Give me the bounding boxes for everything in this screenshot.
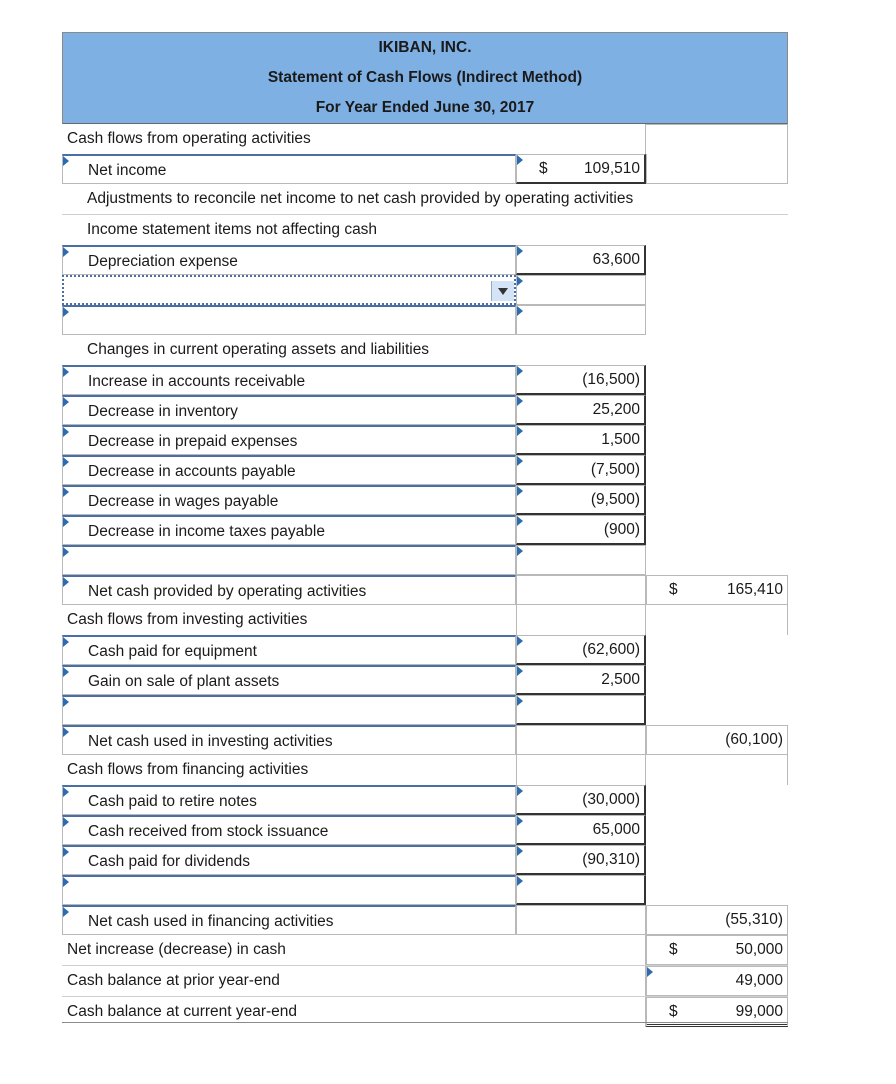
- noncash-row: [62, 215, 788, 245]
- financing-row: [62, 815, 788, 845]
- input-marker-icon: [63, 487, 69, 497]
- investing-total-input[interactable]: (60,100): [646, 725, 788, 755]
- input-marker-icon: [63, 787, 69, 797]
- net-change-label: Net increase (decrease) in cash: [67, 941, 286, 958]
- input-marker-icon: [517, 846, 523, 856]
- input-marker-icon: [517, 366, 523, 376]
- change-label[interactable]: Decrease in prepaid expenses: [62, 425, 516, 455]
- change-label[interactable]: Decrease in accounts payable: [62, 455, 516, 485]
- change-row: [62, 425, 788, 455]
- financing-value[interactable]: 65,000: [516, 815, 646, 845]
- input-marker-icon: [517, 516, 523, 526]
- financing-total-input[interactable]: (55,310): [646, 905, 788, 935]
- investing-value[interactable]: 2,500: [516, 665, 646, 695]
- change-label[interactable]: Increase in accounts receivable: [62, 365, 516, 395]
- empty-financing-row: [62, 875, 788, 905]
- empty-adjustment-row-2: [62, 305, 788, 335]
- depreciation-input[interactable]: 63,600: [516, 245, 646, 275]
- operating-section-title: Cash flows from operating activities: [67, 130, 311, 147]
- change-row: [62, 365, 788, 395]
- empty-adjustment-row-1: [62, 275, 788, 305]
- input-marker-icon: [517, 155, 523, 165]
- prior-balance-row: [62, 966, 788, 997]
- investing-row: [62, 635, 788, 665]
- input-marker-icon: [63, 877, 69, 887]
- cash-flow-statement: [62, 32, 788, 1027]
- investing-title-row: [62, 605, 788, 635]
- change-row: [62, 455, 788, 485]
- investing-section-title: Cash flows from investing activities: [67, 611, 308, 628]
- investing-total-label[interactable]: Net cash used in investing activities: [62, 725, 516, 755]
- input-marker-icon: [63, 307, 69, 317]
- financing-title-row: [62, 755, 788, 785]
- adjustments-row: [62, 184, 788, 215]
- input-marker-icon: [647, 967, 653, 977]
- input-marker-icon: [63, 547, 69, 557]
- operating-total-label[interactable]: Net cash provided by operating activities: [62, 575, 516, 605]
- input-marker-icon: [517, 636, 523, 646]
- operating-total-input[interactable]: $ 165,410: [646, 575, 788, 605]
- investing-label[interactable]: Gain on sale of plant assets: [62, 665, 516, 695]
- investing-value[interactable]: (62,600): [516, 635, 646, 665]
- change-value[interactable]: (9,500): [516, 485, 646, 515]
- financing-label[interactable]: Cash paid for dividends: [62, 845, 516, 875]
- input-marker-icon: [517, 426, 523, 436]
- input-marker-icon: [63, 397, 69, 407]
- current-balance-label: Cash balance at current year-end: [67, 1003, 298, 1020]
- input-marker-icon: [63, 247, 69, 257]
- input-marker-icon: [517, 696, 523, 706]
- investing-label[interactable]: Cash paid for equipment: [62, 635, 516, 665]
- input-marker-icon: [517, 666, 523, 676]
- input-marker-icon: [63, 156, 69, 166]
- input-marker-icon: [517, 396, 523, 406]
- net-change-row: [62, 935, 788, 966]
- depreciation-row: [62, 245, 788, 275]
- changes-title: Changes in current operating assets and liabilities: [87, 341, 430, 358]
- change-value[interactable]: 1,500: [516, 425, 646, 455]
- input-marker-icon: [63, 457, 69, 467]
- net-income-input[interactable]: $ 109,510: [516, 154, 646, 184]
- change-row: [62, 515, 788, 545]
- input-marker-icon: [517, 546, 523, 556]
- investing-total-row: [62, 725, 788, 755]
- input-marker-icon: [63, 847, 69, 857]
- input-marker-icon: [517, 816, 523, 826]
- financing-row: [62, 845, 788, 875]
- net-change-input[interactable]: $ 50,000: [646, 935, 788, 965]
- empty-investing-row: [62, 695, 788, 725]
- input-marker-icon: [63, 667, 69, 677]
- input-marker-icon: [63, 637, 69, 647]
- statement-period: For Year Ended June 30, 2017: [62, 93, 788, 124]
- operating-total-row: [62, 575, 788, 605]
- financing-total-label[interactable]: Net cash used in financing activities: [62, 905, 516, 935]
- adjustment-label-input[interactable]: [62, 305, 516, 335]
- adjustment-amount-input[interactable]: [516, 275, 646, 305]
- financing-section-title: Cash flows from financing activities: [67, 761, 309, 778]
- input-marker-icon: [517, 306, 523, 316]
- financing-amount-input[interactable]: [516, 875, 646, 905]
- change-row: [62, 485, 788, 515]
- change-value[interactable]: (900): [516, 515, 646, 545]
- depreciation-label[interactable]: Depreciation expense: [62, 245, 516, 275]
- operating-section-title-row: [62, 124, 788, 154]
- input-marker-icon: [517, 786, 523, 796]
- change-label[interactable]: Decrease in income taxes payable: [62, 515, 516, 545]
- change-row: [62, 395, 788, 425]
- input-marker-icon: [63, 907, 69, 917]
- empty-change-row: [62, 545, 788, 575]
- adjustment-amount-input-2[interactable]: [516, 305, 646, 335]
- adjustment-select[interactable]: [62, 275, 516, 305]
- chevron-down-icon[interactable]: [491, 281, 514, 301]
- financing-label[interactable]: Cash paid to retire notes: [62, 785, 516, 815]
- noncash-title: Income statement items not affecting cash: [87, 221, 378, 238]
- input-marker-icon: [63, 727, 69, 737]
- change-value[interactable]: 25,200: [516, 395, 646, 425]
- statement-title: Statement of Cash Flows (Indirect Method): [62, 63, 788, 93]
- change-label-input[interactable]: [62, 545, 516, 575]
- input-marker-icon: [517, 486, 523, 496]
- financing-value[interactable]: (90,310): [516, 845, 646, 875]
- input-marker-icon: [63, 817, 69, 827]
- input-marker-icon: [517, 456, 523, 466]
- input-marker-icon: [63, 367, 69, 377]
- input-marker-icon: [63, 697, 69, 707]
- net-income-label[interactable]: Net income: [62, 154, 516, 184]
- input-marker-icon: [517, 276, 523, 286]
- input-marker-icon: [517, 246, 523, 256]
- financing-value[interactable]: (30,000): [516, 785, 646, 815]
- financing-row: [62, 785, 788, 815]
- change-label[interactable]: Decrease in wages payable: [62, 485, 516, 515]
- change-amount-input[interactable]: [516, 545, 646, 575]
- change-value[interactable]: (16,500): [516, 365, 646, 395]
- financing-label-input[interactable]: [62, 875, 516, 905]
- prior-balance-label: Cash balance at prior year-end: [67, 972, 280, 989]
- adjustments-title: Adjustments to reconcile net income to net cash provided by operating activities: [87, 190, 634, 207]
- company-name: IKIBAN, INC.: [62, 32, 788, 63]
- input-marker-icon: [63, 427, 69, 437]
- table-bottom-border: [62, 1022, 788, 1023]
- change-value[interactable]: (7,500): [516, 455, 646, 485]
- financing-total-row: [62, 905, 788, 935]
- investing-row: [62, 665, 788, 695]
- input-marker-icon: [63, 517, 69, 527]
- changes-title-row: [62, 335, 788, 365]
- financing-label[interactable]: Cash received from stock issuance: [62, 815, 516, 845]
- input-marker-icon: [63, 577, 69, 587]
- current-balance-input[interactable]: $ 99,000: [646, 997, 788, 1027]
- investing-amount-input[interactable]: [516, 695, 646, 725]
- change-label[interactable]: Decrease in inventory: [62, 395, 516, 425]
- investing-label-input[interactable]: [62, 695, 516, 725]
- prior-balance-input[interactable]: 49,000: [646, 966, 788, 996]
- net-income-row: [62, 154, 788, 184]
- input-marker-icon: [517, 876, 523, 886]
